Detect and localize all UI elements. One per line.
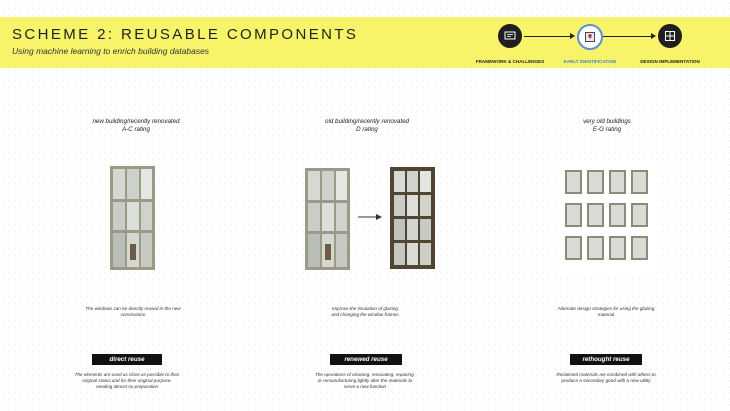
tag-description: The elements are used as close as possible to their original status and for their original purpose, needing almost no preparation [74, 372, 180, 389]
step-arrowhead [651, 33, 656, 39]
step-design-implementation-button[interactable] [658, 24, 682, 48]
page-subtitle: Using machine learning to enrich building databases [12, 46, 210, 56]
step-early-identification-button[interactable] [577, 24, 603, 50]
step-framework-label: FRAMEWORK & CHALLENGES [475, 59, 545, 64]
tag-direct-reuse: direct reuse [92, 354, 162, 365]
column-category: very old buildings E-G rating [583, 118, 631, 133]
column-description: Alternate design strategies for using the glazing material [557, 306, 655, 317]
window-grid-icon [664, 30, 676, 42]
step-arrow [603, 36, 651, 37]
window-photo [305, 168, 350, 270]
tag-description: Reclaimed materials are combined with others to produce a secondary good with a new utility [556, 372, 656, 383]
tag-description: The operations of cleaning, renovating, repairing, or remanufacturing lightly alter the materials to serve a new function [315, 372, 415, 389]
step-arrow [524, 36, 570, 37]
tag-rethought-reuse: rethought reuse [570, 354, 642, 365]
tag-renewed-reuse: renewed reuse [330, 354, 402, 365]
presentation-icon [504, 30, 516, 42]
arrow-right-icon [358, 213, 382, 221]
step-framework-button[interactable] [498, 24, 522, 48]
column-category: new building/recently renovated A-C rating [92, 118, 180, 133]
step-design-implementation-label: DESIGN IMPLEMENTATION [640, 59, 700, 64]
renovated-window-photo [390, 167, 435, 269]
step-early-identification-label: EARLY IDENTIFICATION [563, 59, 617, 64]
glazing-panels-photo [557, 163, 657, 275]
map-pin-icon [584, 31, 596, 43]
window-photo [110, 166, 155, 270]
page-title: SCHEME 2: REUSABLE COMPONENTS [12, 26, 359, 43]
column-description: Improve the insulation of glazing and changing the window frames [331, 306, 399, 317]
column-category: old building/recently renovated D rating [325, 118, 409, 133]
column-description: The windows can be directly reused in the new construction [85, 306, 181, 317]
step-arrowhead [570, 33, 575, 39]
